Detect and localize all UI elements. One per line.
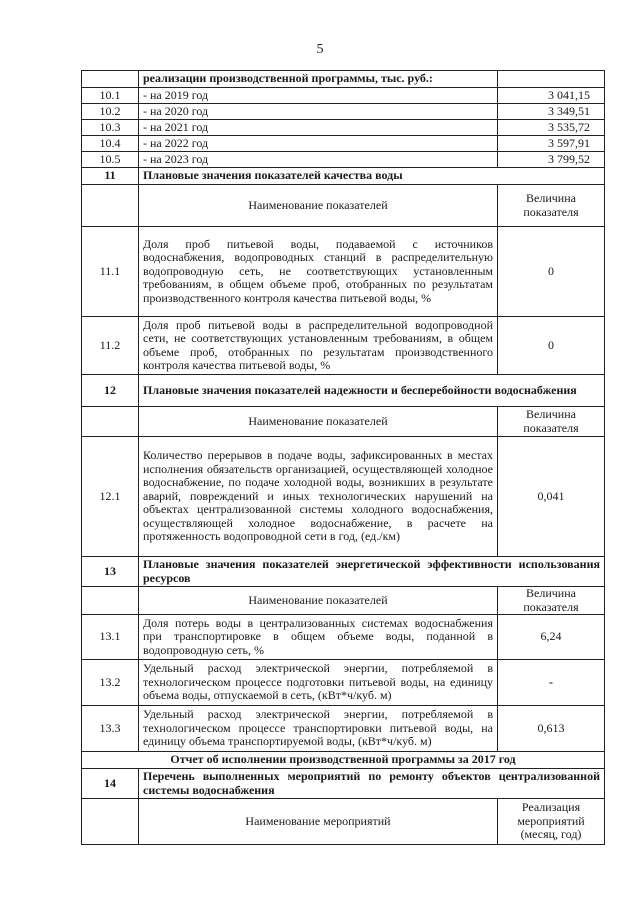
table-row: [82, 615, 605, 660]
row-value: 0: [498, 227, 605, 317]
row-text: Доля потерь воды в централизованных системах водоснабжения при транспортировке в общем объеме воды, поданной в водопроводную сеть, %: [139, 615, 498, 660]
row-value: 0: [498, 317, 605, 375]
row-number: 13.1: [82, 615, 139, 660]
row-number: 10.4: [82, 136, 139, 152]
row-label: - на 2019 год: [139, 88, 498, 104]
row-value: 3 799,52: [498, 152, 605, 168]
column-header-value: Величина показателя: [498, 185, 605, 227]
section-title: Плановые значения показателей надежности и бесперебойности водоснабжения: [139, 375, 605, 407]
table-row: [82, 706, 605, 752]
column-header-row: [82, 587, 605, 615]
empty-cell: [82, 407, 139, 437]
section-header-row: [82, 769, 605, 799]
empty-cell: [82, 587, 139, 615]
row-value: 3 535,72: [498, 120, 605, 136]
table-row: [82, 660, 605, 706]
section-number: 11: [82, 168, 139, 185]
row-number: 10.1: [82, 88, 139, 104]
section-header-row: [82, 557, 605, 587]
row-label: - на 2023 год: [139, 152, 498, 168]
continuation-row: [82, 71, 605, 88]
page-number: 5: [316, 42, 324, 57]
column-header-row: [82, 185, 605, 227]
row-number: 13.2: [82, 660, 139, 706]
section-header-row: [82, 375, 605, 407]
row-value: 6,24: [498, 615, 605, 660]
column-header-row: [82, 799, 605, 845]
row-number: 12.1: [82, 437, 139, 557]
row-text: Доля проб питьевой воды в распределительной водопроводной сети, не соответствующих установленным требованиям, в общем объеме проб, отобранных по результатам производственного контроля качества питьевой воды, %: [139, 317, 498, 375]
table-row: [82, 437, 605, 557]
row-value: -: [498, 660, 605, 706]
column-header-name: Наименование показателей: [139, 185, 498, 227]
row-number: 13.3: [82, 706, 139, 752]
row-number: 10.5: [82, 152, 139, 168]
program-table: [81, 70, 605, 845]
row-number: 10.3: [82, 120, 139, 136]
column-header-value: Величина показателя: [498, 587, 605, 615]
table-row: [82, 120, 605, 136]
table-row: [82, 152, 605, 168]
column-header-row: [82, 407, 605, 437]
row-text: Количество перерывов в подаче воды, зафиксированных в местах исполнения обязательств организацией, осуществляющей холодное водоснабжение, по подаче холодной воды, возникших в результате аварий, повреждений и иных технологических нарушений на объектах централизованной системы холодного водоснабжения, осуществляющей холодное водоснабжение, в расчете на протяженность водопроводной сети в год, (ед./км): [139, 437, 498, 557]
column-header-name: Наименование показателей: [139, 407, 498, 437]
section-number: 12: [82, 375, 139, 407]
row-label: - на 2021 год: [139, 120, 498, 136]
table-row: [82, 227, 605, 317]
table-row: [82, 104, 605, 120]
empty-cell: [82, 185, 139, 227]
empty-cell: [82, 71, 139, 88]
table-row: [82, 88, 605, 104]
row-number: 11.2: [82, 317, 139, 375]
row-value: 0,613: [498, 706, 605, 752]
column-header-name: Наименование мероприятий: [139, 799, 498, 845]
section-number: 14: [82, 769, 139, 799]
column-header-value: Реализация мероприятий (месяц, год): [498, 799, 605, 845]
row-text: Доля проб питьевой воды, подаваемой с источников водоснабжения, водопроводных станций в распределительную водопроводную сеть, не соответствующих установленным требованиям, в общем объеме проб, отобранных по результатам производственного контроля качества питьевой воды, %: [139, 227, 498, 317]
table-row: [82, 136, 605, 152]
empty-cell: [498, 71, 605, 88]
row-number: 10.2: [82, 104, 139, 120]
empty-cell: [82, 799, 139, 845]
report-title: Отчет об исполнении производственной программы за 2017 год: [82, 752, 605, 769]
row-value: 0,041: [498, 437, 605, 557]
report-title-row: [82, 752, 605, 769]
section-title: Плановые значения показателей энергетической эффективности использования ресурсов: [139, 557, 605, 587]
row-value: 3 597,91: [498, 136, 605, 152]
column-header-name: Наименование показателей: [139, 587, 498, 615]
table-row: [82, 317, 605, 375]
continuation-text: реализации производственной программы, тыс. руб.:: [139, 71, 498, 88]
row-text: Удельный расход электрической энергии, потребляемой в технологическом процессе подготовки питьевой воды, на единицу объема воды, отпускаемой в сеть, (кВт*ч/куб. м): [139, 660, 498, 706]
section-title: Плановые значения показателей качества воды: [139, 168, 605, 185]
row-value: 3 349,51: [498, 104, 605, 120]
row-label: - на 2022 год: [139, 136, 498, 152]
section-header-row: [82, 168, 605, 185]
row-text: Удельный расход электрической энергии, потребляемой в технологическом процессе транспортировки питьевой воды, на единицу объема транспортируемой воды, (кВт*ч/куб. м): [139, 706, 498, 752]
row-label: - на 2020 год: [139, 104, 498, 120]
section-title: Перечень выполненных мероприятий по ремонту объектов централизованной системы водоснабжения: [139, 769, 605, 799]
column-header-value: Величина показателя: [498, 407, 605, 437]
row-value: 3 041,15: [498, 88, 605, 104]
section-number: 13: [82, 557, 139, 587]
row-number: 11.1: [82, 227, 139, 317]
